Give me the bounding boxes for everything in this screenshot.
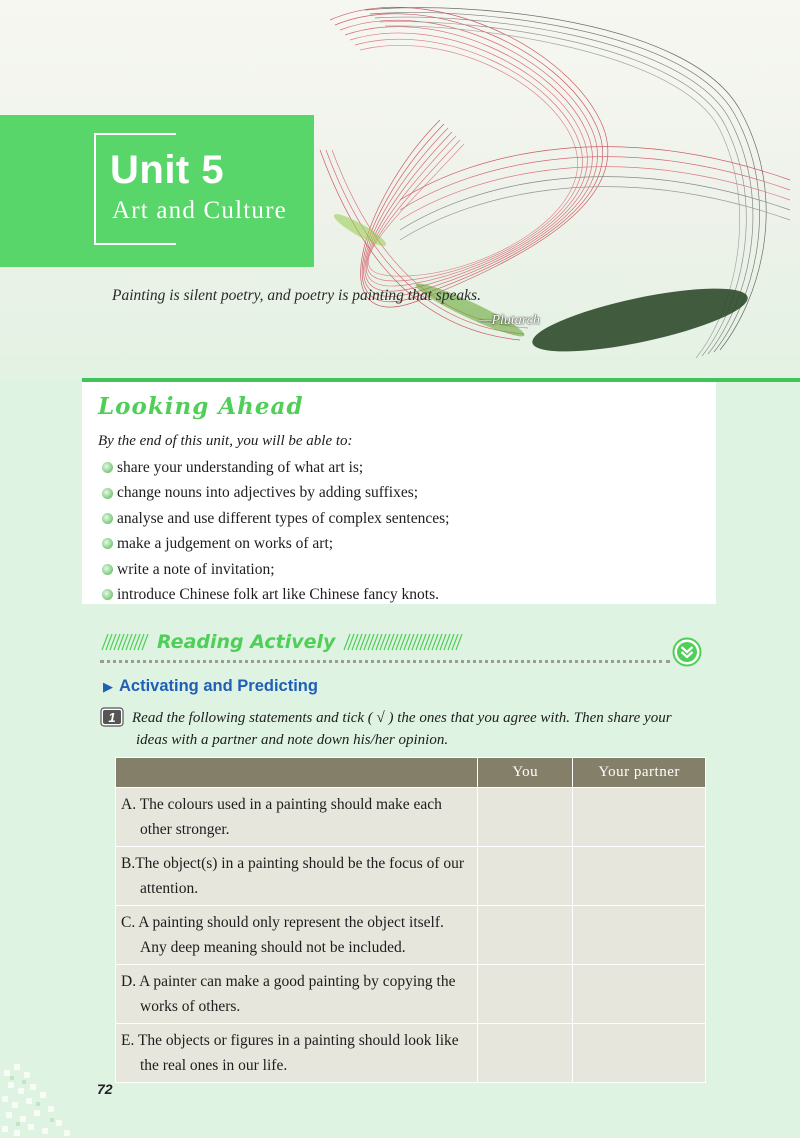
quote-author: —Plutarch — [479, 313, 540, 328]
bullet-icon — [102, 513, 113, 524]
exercise-number-badge — [100, 707, 124, 727]
statement-cell — [116, 965, 478, 1024]
table-row — [116, 965, 706, 1024]
partner-answer-cell[interactable] — [573, 788, 706, 847]
column-header-partner: Your partner — [573, 758, 706, 788]
partner-answer-cell[interactable] — [573, 965, 706, 1024]
statement-cell — [116, 788, 478, 847]
list-item — [102, 455, 449, 480]
learning-goals-list — [102, 455, 449, 607]
you-answer-cell[interactable] — [478, 965, 573, 1024]
table-row — [116, 1024, 706, 1083]
statement-line-2: Any deep meaning should not be included. — [140, 939, 406, 956]
quote-text: Painting is silent poetry, and poetry is painting that speaks. — [112, 287, 481, 304]
section-heading-text: Activating and Predicting — [119, 677, 318, 695]
list-item — [102, 480, 449, 505]
statement-letter: A. — [121, 796, 137, 813]
statement-line-2: other stronger. — [140, 821, 230, 838]
table-row — [116, 788, 706, 847]
dotted-divider — [100, 660, 670, 663]
pixel-pattern-decoration — [0, 1060, 100, 1138]
instruction-line-1: Read the following statements and tick ( √ ) the ones that you agree with. Then share your — [132, 710, 672, 726]
statements-table — [115, 757, 706, 1083]
statement-line-2: the real ones in our life. — [140, 1057, 288, 1074]
exercise-number: 1 — [108, 710, 116, 725]
statement-line-1: A painter can make a good painting by copying the — [139, 973, 456, 990]
statement-line-1: A painting should only represent the object itself. — [138, 914, 444, 931]
statement-line-2: works of others. — [140, 998, 241, 1015]
unit-number: Unit 5 — [110, 148, 225, 192]
statement-line-1: The colours used in a painting should make each — [139, 796, 442, 813]
bullet-icon — [102, 589, 113, 600]
chevron-down-icon[interactable] — [672, 637, 702, 667]
bullet-icon — [102, 538, 113, 549]
you-answer-cell[interactable] — [478, 1024, 573, 1083]
table-header-row — [116, 758, 706, 788]
looking-ahead-intro: By the end of this unit, you will be able to: — [98, 433, 353, 449]
list-item — [102, 557, 449, 582]
table-row — [116, 906, 706, 965]
you-answer-cell[interactable] — [478, 788, 573, 847]
statement-letter: C. — [121, 914, 136, 931]
statement-cell — [116, 906, 478, 965]
goal-text: make a judgement on works of art; — [117, 535, 334, 553]
list-item — [102, 531, 449, 556]
reading-actively-title: Reading Actively — [157, 631, 336, 653]
statement-line-2: attention. — [140, 880, 199, 897]
looking-ahead-title: Looking Ahead — [98, 393, 304, 420]
statement-line-1: The object(s) in a painting should be the focus of our — [135, 855, 465, 872]
bullet-icon — [102, 488, 113, 499]
triangle-right-icon: ▶ — [103, 679, 113, 694]
goal-text: analyse and use different types of complex sentences; — [117, 509, 450, 527]
exercise-instruction — [132, 707, 712, 751]
page-number: 72 — [97, 1081, 113, 1097]
statement-line-1: The objects or figures in a painting should look like — [137, 1032, 459, 1049]
statement-letter: E. — [121, 1032, 135, 1049]
goal-text: change nouns into adjectives by adding suffixes; — [117, 484, 419, 502]
goal-text: introduce Chinese folk art like Chinese fancy knots. — [117, 585, 439, 603]
partner-answer-cell[interactable] — [573, 1024, 706, 1083]
bullet-icon — [102, 462, 113, 473]
unit-subtitle: Art and Culture — [112, 197, 287, 224]
partner-answer-cell[interactable] — [573, 847, 706, 906]
you-answer-cell[interactable] — [478, 906, 573, 965]
statement-cell — [116, 847, 478, 906]
bullet-icon — [102, 564, 113, 575]
goal-text: share your understanding of what art is; — [117, 459, 364, 476]
table-row — [116, 847, 706, 906]
statement-letter: B. — [121, 855, 136, 872]
instruction-line-2: ideas with a partner and note down his/her opinion. — [136, 732, 449, 748]
list-item — [102, 506, 449, 531]
partner-answer-cell[interactable] — [573, 906, 706, 965]
goal-text: write a note of invitation; — [117, 560, 275, 578]
column-header-you: You — [478, 758, 573, 788]
section-heading — [103, 677, 318, 696]
column-header-statement — [116, 758, 478, 788]
statement-cell — [116, 1024, 478, 1083]
list-item — [102, 582, 449, 607]
statement-letter: D. — [121, 973, 137, 990]
you-answer-cell[interactable] — [478, 847, 573, 906]
